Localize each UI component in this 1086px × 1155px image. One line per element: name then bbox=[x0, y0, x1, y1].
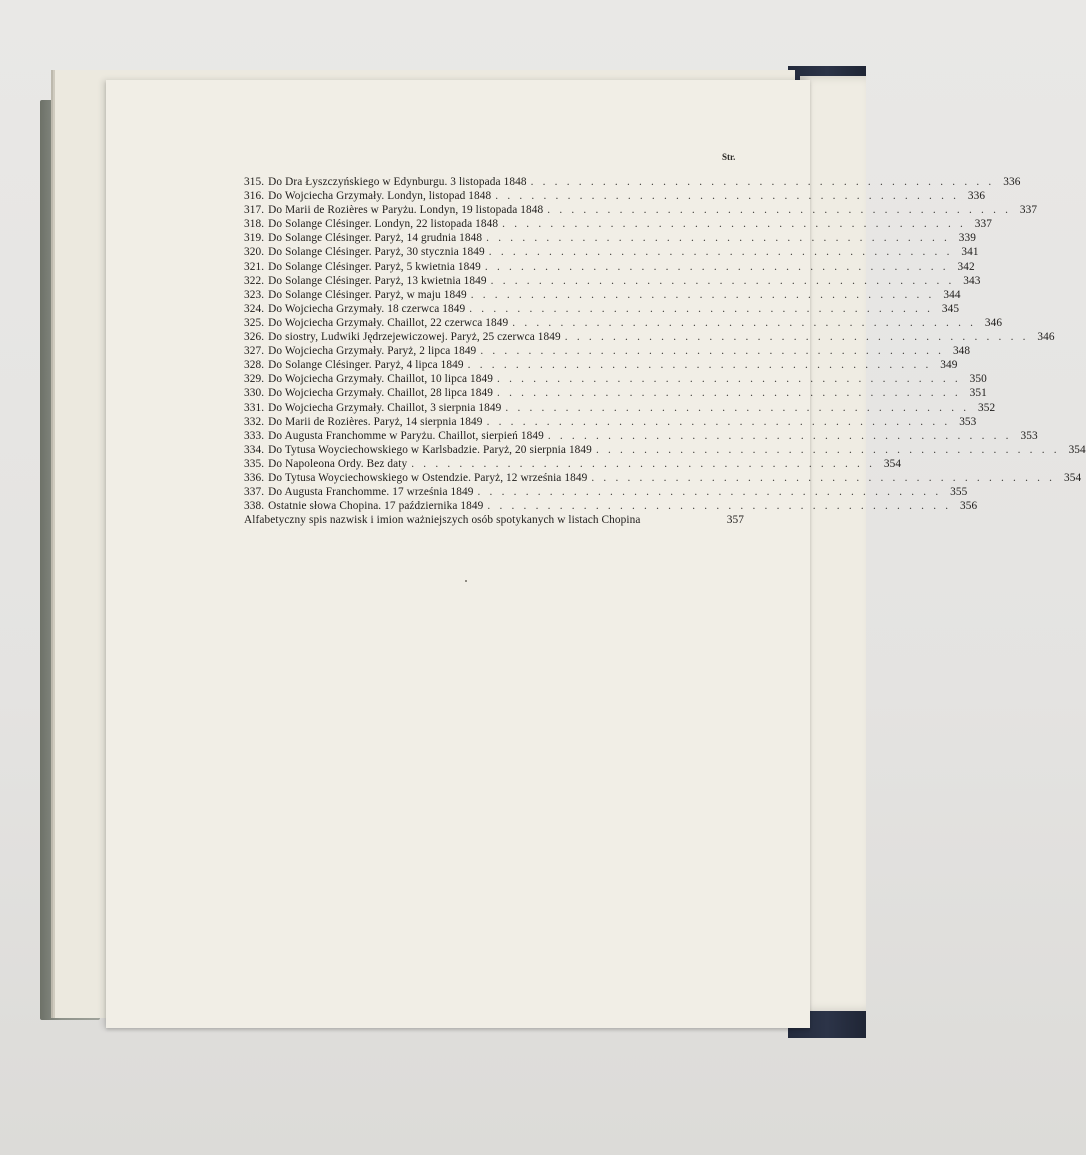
toc-entry-page: 343 bbox=[963, 274, 981, 287]
toc-entry-number: 328. bbox=[244, 359, 265, 372]
toc-entry bbox=[244, 260, 975, 274]
toc-entry-page: 354 bbox=[1068, 443, 1086, 456]
toc-entry bbox=[244, 401, 996, 415]
dot-leader bbox=[495, 189, 959, 203]
toc-entry-page: 337 bbox=[974, 218, 993, 231]
toc-entry-number: 319. bbox=[244, 232, 265, 245]
toc-entry-title: Do Solange Clésinger. Paryż, 14 grudnia 1848 bbox=[268, 232, 483, 245]
dot-leader bbox=[411, 457, 875, 471]
toc-entry-number: 338. bbox=[244, 500, 265, 513]
toc-entry-page: 341 bbox=[961, 246, 979, 259]
dot-leader bbox=[480, 344, 944, 358]
toc-entry-title: Do Solange Clésinger. Paryż, 5 kwietnia 1849 bbox=[268, 260, 481, 273]
toc-entry-title: Do Dra Łyszczyńskiego w Edynburgu. 3 listopada 1848 bbox=[268, 176, 527, 188]
toc-entry-number: 335. bbox=[244, 457, 265, 470]
toc-entry bbox=[244, 203, 1038, 217]
toc-entry bbox=[244, 245, 979, 259]
dot-leader bbox=[489, 245, 953, 259]
toc-entry-page: 352 bbox=[978, 401, 996, 414]
toc-entry-title: Do Wojciecha Grzymały. Londyn, listopad 1848 bbox=[268, 190, 492, 203]
toc-entry-number: 322. bbox=[244, 274, 265, 287]
toc-index-page: 357 bbox=[726, 514, 744, 527]
toc-entry bbox=[244, 189, 986, 203]
dot-leader bbox=[497, 386, 961, 400]
toc-index-entry bbox=[244, 513, 744, 527]
dot-leader bbox=[502, 217, 966, 231]
toc-entry-number: 317. bbox=[244, 204, 265, 217]
toc-entry-title: Do Wojciecha Grzymały. 18 czerwca 1849 bbox=[268, 302, 466, 315]
dot-leader bbox=[487, 499, 951, 513]
toc-entry-page: 353 bbox=[959, 415, 977, 428]
toc-entry-number: 334. bbox=[244, 443, 265, 456]
toc-entry-page: 348 bbox=[952, 345, 971, 358]
toc-entry-number: 331. bbox=[244, 401, 265, 414]
toc-entry-page: 339 bbox=[958, 232, 977, 245]
dot-leader bbox=[487, 415, 951, 429]
toc-entry-title: Do Wojciecha Grzymały. Chaillot, 22 czerwca 1849 bbox=[268, 316, 509, 329]
toc-entry-page: 353 bbox=[1020, 429, 1038, 442]
toc-entry-title: Ostatnie słowa Chopina. 17 października 1849 bbox=[268, 500, 484, 513]
toc-entry bbox=[244, 302, 960, 316]
toc-entry-number: 336. bbox=[244, 471, 265, 484]
toc-entry bbox=[244, 358, 958, 372]
toc-entry-page: 351 bbox=[969, 387, 987, 400]
dot-leader bbox=[497, 372, 961, 386]
toc-entry-title: Do Wojciecha Grzymały. Chaillot, 3 sierpnia 1849 bbox=[268, 401, 502, 414]
dot-leader bbox=[505, 401, 969, 415]
toc-entry-page: 354 bbox=[883, 457, 902, 470]
toc-entry-number: 323. bbox=[244, 288, 265, 301]
toc-entry-number: 332. bbox=[244, 415, 265, 428]
toc-entry bbox=[244, 386, 987, 400]
toc-entry-page: 336 bbox=[1003, 176, 1021, 188]
toc-entry-title: Do Marii de Rozières w Paryżu. Londyn, 19 listopada 1848 bbox=[268, 204, 544, 217]
toc-entry-title: Do Wojciecha Grzymały. Paryż, 2 lipca 1849 bbox=[268, 345, 477, 358]
toc-entry bbox=[244, 485, 968, 499]
toc-entry-page: 354 bbox=[1063, 471, 1082, 484]
toc-entry-title: Do Tytusa Woyciechowskiego w Karlsbadzie. Paryż, 20 sierpnia 1849 bbox=[268, 443, 592, 456]
toc-entry-page: 346 bbox=[1037, 331, 1055, 344]
toc-entry-title: Do Marii de Rozières. Paryż, 14 sierpnia 1849 bbox=[268, 415, 483, 428]
toc-entry-number: 315. bbox=[244, 176, 265, 188]
toc-entry-title: Do Wojciecha Grzymały. Chaillot, 10 lipca 1849 bbox=[268, 373, 494, 386]
toc-entry-page: 356 bbox=[960, 500, 978, 513]
toc-entry-number: 318. bbox=[244, 218, 265, 231]
toc-entry-title: Do Augusta Franchomme w Paryżu. Chaillot, sierpień 1849 bbox=[268, 429, 544, 442]
toc-entry-page: 337 bbox=[1019, 204, 1038, 217]
toc-entry-page: 350 bbox=[969, 373, 987, 386]
toc-entry-page: 346 bbox=[984, 316, 1003, 329]
toc-entry bbox=[244, 217, 993, 231]
toc-entry-number: 337. bbox=[244, 486, 265, 499]
toc-entry-page: 355 bbox=[950, 486, 968, 499]
toc-index-title: Alfabetyczny spis nazwisk i imion ważniejszych osób spotykanych w listach Chopina bbox=[244, 514, 641, 527]
toc-entry-number: 316. bbox=[244, 190, 265, 203]
toc-entry-number: 329. bbox=[244, 373, 265, 386]
table-of-contents bbox=[244, 175, 1086, 527]
toc-entry-title: Do Solange Clésinger. Paryż, w maju 1849 bbox=[268, 288, 467, 301]
toc-entry-page: 349 bbox=[940, 359, 958, 372]
toc-entry bbox=[244, 274, 981, 288]
toc-entry bbox=[244, 499, 978, 513]
dot-leader bbox=[491, 274, 955, 288]
toc-entry-page: 336 bbox=[967, 190, 986, 203]
toc-entry-number: 320. bbox=[244, 246, 265, 259]
dot-leader bbox=[591, 471, 1055, 485]
toc-entry bbox=[244, 372, 987, 386]
dot-leader bbox=[531, 175, 995, 189]
toc-entry bbox=[244, 415, 977, 429]
toc-entry-title: Do Solange Clésinger. Londyn, 22 listopada 1848 bbox=[268, 218, 499, 231]
dot-leader bbox=[565, 330, 1029, 344]
toc-entry bbox=[244, 344, 971, 358]
toc-entry bbox=[244, 330, 1055, 344]
toc-entry bbox=[244, 429, 1038, 443]
toc-entry-title: Do Solange Clésinger. Paryż, 13 kwietnia 1849 bbox=[268, 274, 487, 287]
toc-entry bbox=[244, 471, 1082, 485]
toc-entry-title: Do Napoleona Ordy. Bez daty bbox=[268, 457, 408, 470]
dot-leader bbox=[486, 231, 950, 245]
toc-entry-title: Do Wojciecha Grzymały. Chaillot, 28 lipca 1849 bbox=[268, 387, 494, 400]
dot-leader bbox=[548, 429, 1012, 443]
toc-entry-number: 325. bbox=[244, 316, 265, 329]
dot-leader bbox=[469, 302, 933, 316]
toc-entry-title: Do siostry, Ludwiki Jędrzejewiczowej. Paryż, 25 czerwca 1849 bbox=[268, 331, 561, 344]
dot-leader bbox=[512, 316, 976, 330]
toc-entry bbox=[244, 231, 977, 245]
toc-entry-number: 327. bbox=[244, 345, 265, 358]
toc-entry-page: 345 bbox=[941, 302, 960, 315]
dot-leader bbox=[596, 443, 1060, 457]
toc-entry-page: 344 bbox=[943, 288, 961, 301]
toc-entry-title: Do Tytusa Woyciechowskiego w Ostendzie. Paryż, 12 września 1849 bbox=[268, 471, 588, 484]
toc-entry-page: 342 bbox=[957, 260, 975, 273]
toc-entry-title: Do Solange Clésinger. Paryż, 30 stycznia 1849 bbox=[268, 246, 485, 259]
page-column-header: Str. bbox=[722, 152, 736, 162]
toc-entry bbox=[244, 288, 961, 302]
toc-entry bbox=[244, 316, 1003, 330]
toc-entry bbox=[244, 175, 1021, 189]
dot-leader bbox=[468, 358, 932, 372]
toc-entry-number: 330. bbox=[244, 387, 265, 400]
dot-leader bbox=[471, 288, 935, 302]
paper-speck bbox=[465, 580, 467, 582]
toc-entry-number: 326. bbox=[244, 331, 265, 344]
dot-leader bbox=[478, 485, 942, 499]
toc-entry bbox=[244, 457, 902, 471]
toc-entry-number: 333. bbox=[244, 429, 265, 442]
toc-entry-number: 324. bbox=[244, 302, 265, 315]
dot-leader bbox=[485, 260, 949, 274]
dot-leader bbox=[547, 203, 1011, 217]
toc-entry bbox=[244, 443, 1086, 457]
toc-entry-title: Do Augusta Franchomme. 17 września 1849 bbox=[268, 486, 474, 499]
toc-entry-number: 321. bbox=[244, 260, 265, 273]
toc-entry-title: Do Solange Clésinger. Paryż, 4 lipca 1849 bbox=[268, 359, 464, 372]
